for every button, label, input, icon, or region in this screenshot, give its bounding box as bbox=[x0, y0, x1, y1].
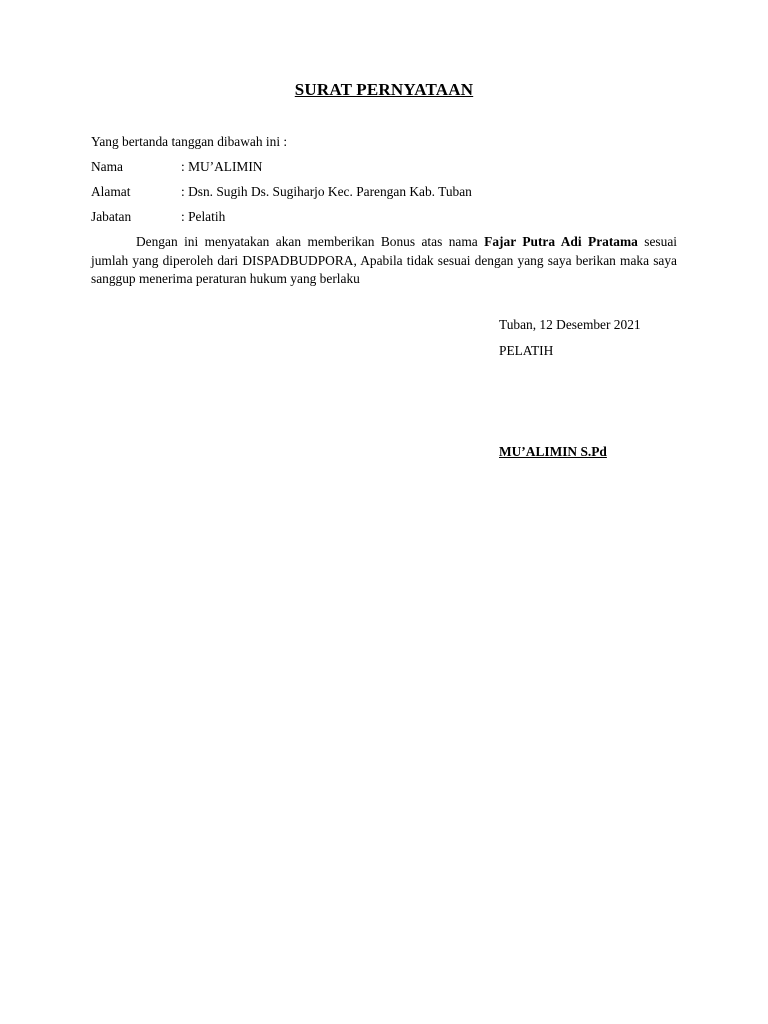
field-label-nama: Nama bbox=[91, 159, 123, 174]
field-value-alamat: : Dsn. Sugih Ds. Sugiharjo Kec. Parengan Kab. Tuban bbox=[181, 184, 472, 199]
signature-role: PELATIH bbox=[499, 343, 554, 358]
document-title: SURAT PERNYATAAN bbox=[294, 80, 474, 99]
field-row-alamat bbox=[91, 184, 472, 200]
statement-part-2: sesuai jumlah yang diperoleh dari DISPADBUDPORA, Apabila tidak sesuai dengan yang saya berikan maka saya sanggup menerima peraturan hukum yang berlaku bbox=[91, 234, 677, 286]
field-value-nama: : MU’ALIMIN bbox=[181, 159, 263, 174]
intro-text: Yang bertanda tanggan dibawah ini : bbox=[91, 134, 288, 149]
field-value-jabatan: : Pelatih bbox=[181, 209, 226, 224]
field-row-nama bbox=[91, 159, 262, 175]
field-label-jabatan: Jabatan bbox=[91, 209, 132, 224]
statement-paragraph bbox=[91, 233, 677, 289]
field-label-alamat: Alamat bbox=[91, 184, 131, 199]
signature-name: MU’ALIMIN S.Pd bbox=[499, 444, 607, 459]
statement-part-1: Dengan ini menyatakan akan memberikan Bonus atas nama bbox=[136, 234, 485, 249]
field-row-jabatan bbox=[91, 209, 225, 225]
signature-place-date: Tuban, 12 Desember 2021 bbox=[499, 317, 641, 332]
statement-recipient: Fajar Putra Adi Pratama bbox=[484, 234, 638, 249]
